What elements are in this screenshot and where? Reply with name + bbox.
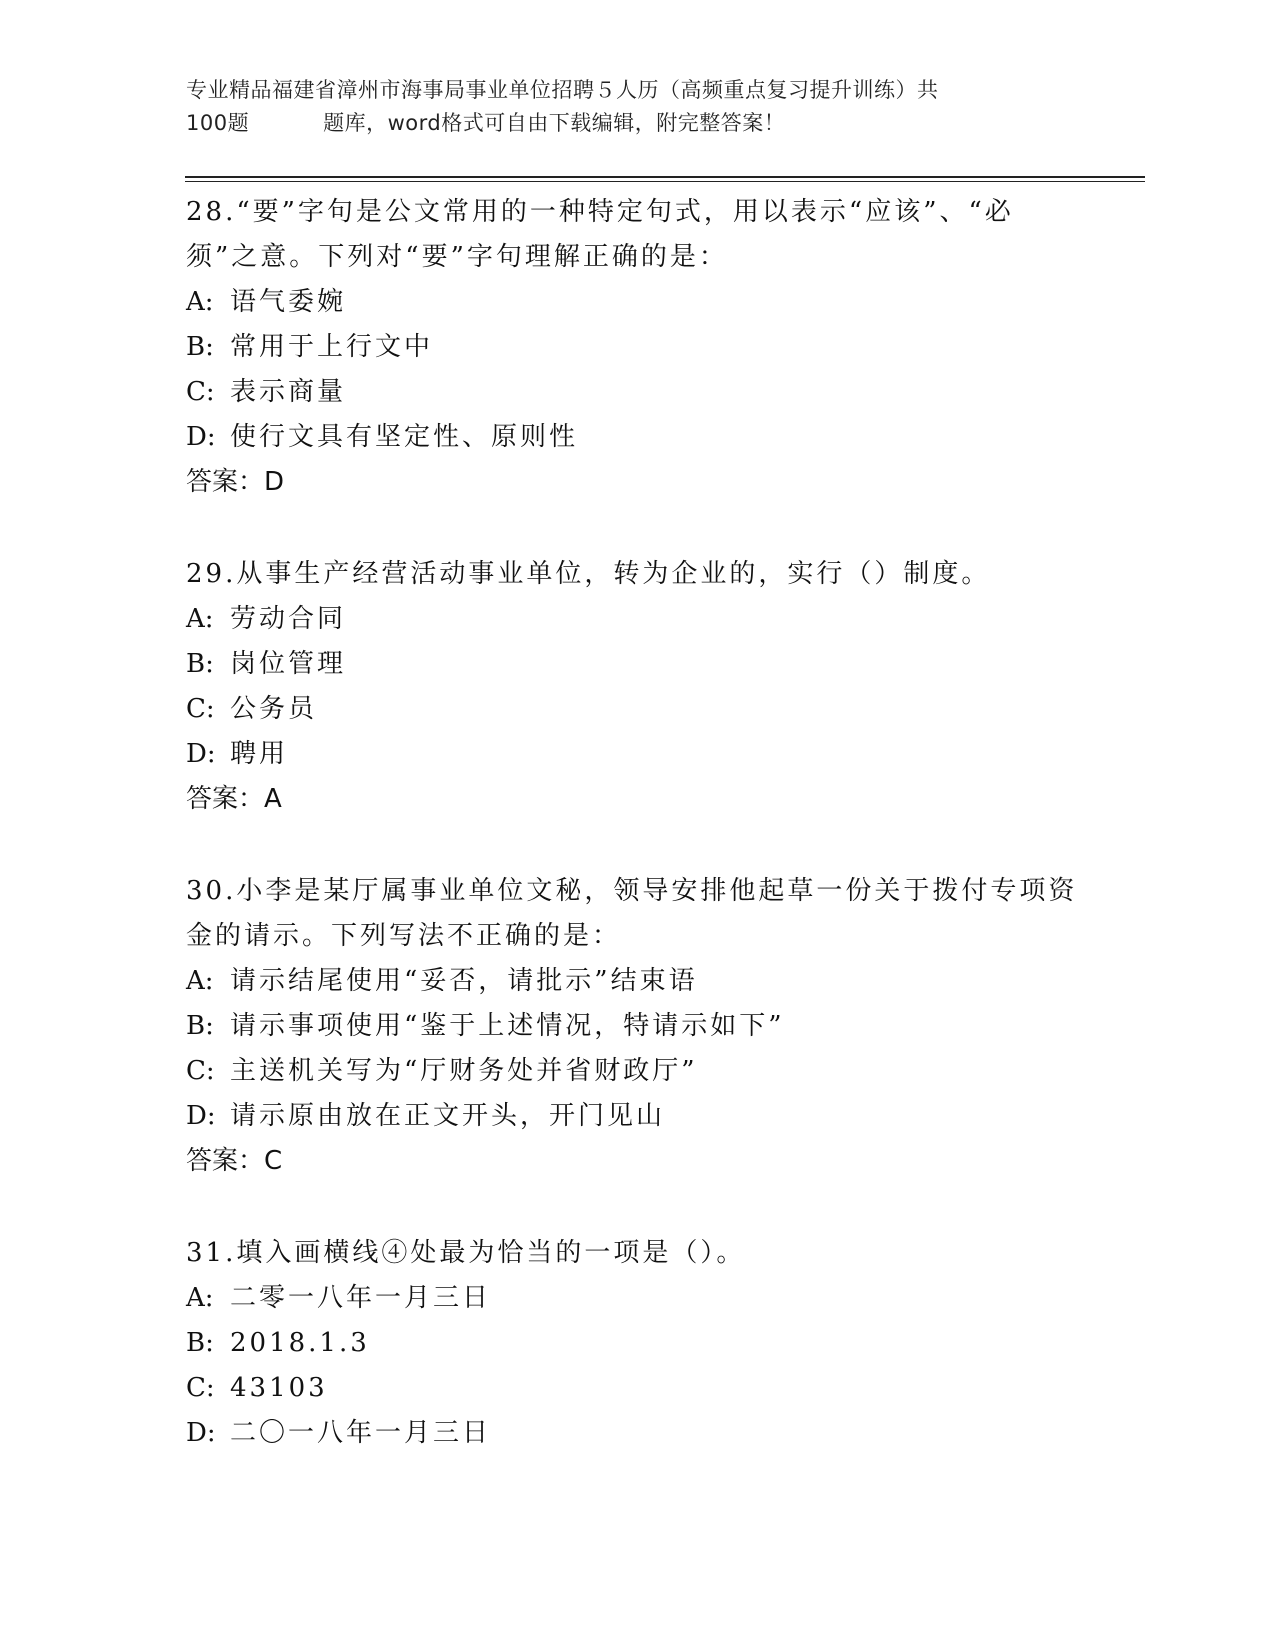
question-30 — [186, 869, 1086, 1184]
answer-line: 答案：A — [186, 784, 282, 814]
option-key: C: — [186, 1373, 215, 1403]
option-key: B: — [186, 332, 214, 362]
option-key: A: — [186, 604, 214, 634]
option-text: 语气委婉 — [230, 287, 347, 317]
question-31 — [186, 1231, 1086, 1456]
option-b — [186, 325, 1086, 370]
option-text: 2018.1.3 — [230, 1328, 370, 1358]
answer-line: 答案：C — [186, 1146, 283, 1176]
question-stem: 31.填入画横线④处最为恰当的一项是（）。 — [186, 1238, 746, 1268]
option-c — [186, 1366, 1086, 1411]
option-c — [186, 687, 1086, 732]
header-description: 题库，word格式可自由下载编辑，附完整答案！ — [323, 111, 786, 135]
option-text: 二〇一八年一月三日 — [230, 1418, 492, 1448]
option-key: A: — [186, 1283, 214, 1313]
header-line-2 — [186, 107, 1086, 140]
option-text: 主送机关写为“厅财务处并省财政厅” — [230, 1056, 698, 1086]
answer-line: 答案：D — [186, 467, 285, 497]
option-text: 劳动合同 — [230, 604, 347, 634]
option-text: 43103 — [230, 1373, 328, 1403]
option-text: 聘用 — [230, 739, 289, 769]
option-d — [186, 415, 1086, 460]
option-key: A: — [186, 966, 214, 996]
question-stem: 30.小李是某厅属事业单位文秘，领导安排他起草一份关于拨付专项资金的请示。下列写法不正确的是： — [186, 876, 1078, 951]
option-b — [186, 1321, 1086, 1366]
option-a — [186, 1276, 1086, 1321]
option-text: 公务员 — [230, 694, 318, 724]
option-text: 岗位管理 — [230, 649, 347, 679]
option-key: B: — [186, 1328, 214, 1358]
option-text: 表示商量 — [230, 377, 347, 407]
option-b — [186, 642, 1086, 687]
option-text: 使行文具有坚定性、原则性 — [230, 422, 579, 452]
question-list — [186, 190, 1086, 1503]
option-key: B: — [186, 1011, 214, 1041]
option-text: 请示事项使用“鉴于上述情况，特请示如下” — [230, 1011, 785, 1041]
option-d — [186, 732, 1086, 777]
option-text: 常用于上行文中 — [230, 332, 434, 362]
option-key: D: — [186, 422, 216, 452]
option-text: 请示结尾使用“妥否，请批示”结束语 — [230, 966, 698, 996]
option-text: 请示原由放在正文开头，开门见山 — [230, 1101, 666, 1131]
option-d — [186, 1411, 1086, 1456]
option-a — [186, 959, 1086, 1004]
question-stem: 29.从事生产经营活动事业单位，转为企业的，实行（）制度。 — [186, 559, 991, 589]
option-key: B: — [186, 649, 214, 679]
option-text: 二零一八年一月三日 — [230, 1283, 492, 1313]
option-key: D: — [186, 1418, 216, 1448]
option-a — [186, 597, 1086, 642]
option-c — [186, 370, 1086, 415]
header-line-1: 专业精品福建省漳州市海事局事业单位招聘５人历（高频重点复习提升训练）共 — [186, 78, 939, 102]
option-key: C: — [186, 694, 215, 724]
option-key: C: — [186, 1056, 215, 1086]
option-key: A: — [186, 287, 214, 317]
header-divider-thin — [185, 181, 1145, 182]
option-a — [186, 280, 1086, 325]
header-divider-thick — [185, 176, 1145, 178]
question-28 — [186, 190, 1086, 505]
option-key: D: — [186, 1101, 216, 1131]
question-stem: 28.“要”字句是公文常用的一种特定句式，用以表示“应该”、“必须”之意。下列对“要”字句理解正确的是： — [186, 197, 1014, 272]
header-count: 100题 — [186, 111, 250, 135]
option-key: D: — [186, 739, 216, 769]
option-b — [186, 1004, 1086, 1049]
option-key: C: — [186, 377, 215, 407]
document-header — [186, 74, 1086, 140]
option-c — [186, 1049, 1086, 1094]
question-29 — [186, 552, 1086, 822]
option-d — [186, 1094, 1086, 1139]
